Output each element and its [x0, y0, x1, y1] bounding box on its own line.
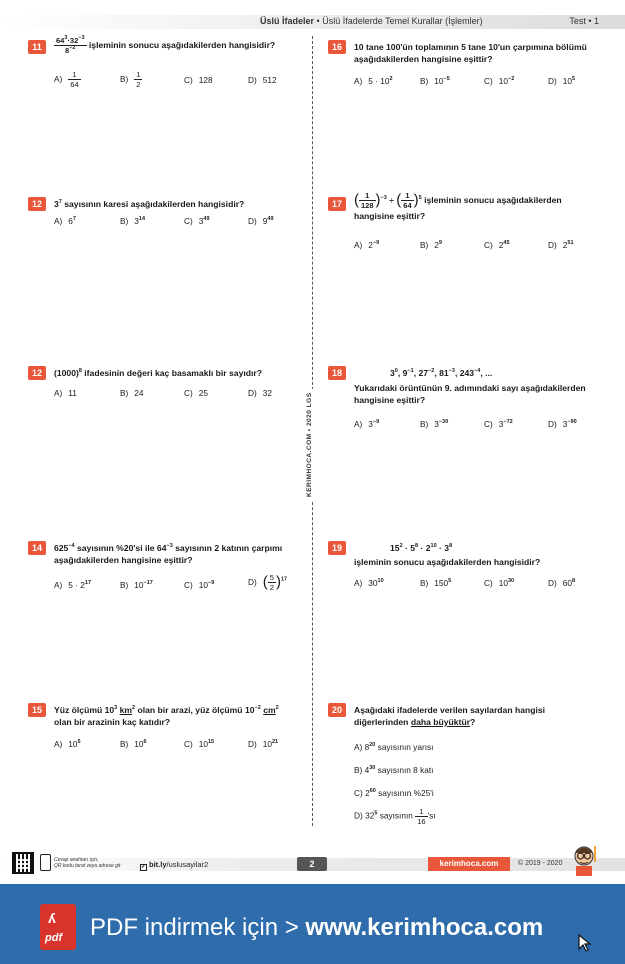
question-17 [328, 191, 608, 257]
option-d[interactable]: D) ( $\frac{5}{2}$ )$^{17}$ [248, 573, 288, 592]
option-a[interactable]: A) $5 \cdot 2^{17}$ [54, 580, 92, 590]
option-b[interactable]: B) $10^{-5}$ [420, 76, 450, 86]
question-20 [328, 703, 608, 833]
answer-key-hint: Cevap anahtarı için, QR kodu tarat veya adrese git [54, 857, 121, 869]
question-text: ( $\frac{1}{128}$ )$^{-3}$ ÷ ( $\frac{1}{64}$ )$^5$ işleminin sonucu aşağıdakilerden hangisine eşittir? [354, 191, 562, 221]
option-c[interactable]: C) $2^{60}$ sayısının %25'i [354, 788, 434, 798]
question-number: 20 [328, 703, 346, 717]
option-a[interactable]: A) $\frac{1}{64}$ [54, 70, 79, 89]
option-a[interactable]: A) $8^{20}$ sayısının yarısı [354, 742, 434, 752]
checkbox-icon: ✓ [141, 864, 147, 870]
option-d[interactable]: D) $9^{49}$ [248, 216, 274, 226]
option-d[interactable]: D) $10^{21}$ [248, 739, 279, 749]
question-16 [328, 40, 608, 100]
option-d[interactable]: D) $60^8$ [548, 578, 576, 588]
question-15 [28, 703, 308, 763]
option-c[interactable]: C) $10^{30}$ [484, 578, 515, 588]
expression: $15^2 \cdot 5^8 \cdot 2^{10} \cdot 3^8$ [390, 543, 453, 553]
question-12a [28, 197, 308, 237]
question-11 [28, 35, 308, 100]
teacher-mascot-icon [568, 842, 600, 876]
question-number: 16 [328, 40, 346, 54]
question-text: $(1000)^8$ ifadesinin değeri kaç basamaklı bir sayıdır? [54, 368, 262, 378]
question-text: Yüz ölçümü $10^3$ $km^2$ olan bir arazi, yüz ölçümü $10^{-2}$ $cm^2$ olan bir arazinin kaç katıdır? [54, 705, 279, 727]
option-d[interactable]: D) $32^5$ sayısının $\frac{1}{16}$ 'sı [354, 807, 436, 826]
option-c[interactable]: C) $2^{45}$ [484, 240, 510, 250]
option-c[interactable]: C) $10^{15}$ [184, 739, 215, 749]
qr-code-icon[interactable] [12, 852, 34, 874]
question-18 [328, 366, 608, 436]
option-a[interactable]: A) 11 [54, 388, 77, 398]
option-b[interactable]: B) $150^5$ [420, 578, 452, 588]
question-number: 12 [28, 197, 46, 211]
question-14 [28, 541, 308, 601]
option-a[interactable]: A) $6^7$ [54, 216, 76, 226]
question-number: 14 [28, 541, 46, 555]
option-b[interactable]: B) $10^{-17}$ [120, 580, 153, 590]
option-d[interactable]: D) 512 [248, 75, 277, 85]
pdf-icon: ʎ pdf [40, 904, 76, 950]
question-19 [328, 541, 608, 601]
option-c[interactable]: C) $3^{-72}$ [484, 419, 513, 429]
answer-key-link[interactable]: ✓ bit.ly/uslusayilar2 [141, 860, 209, 870]
question-number: 17 [328, 197, 346, 211]
option-a[interactable]: A) $3^{-9}$ [354, 419, 380, 429]
option-c[interactable]: C) $10^{-9}$ [184, 580, 215, 590]
download-banner[interactable] [0, 884, 625, 964]
cursor-icon [578, 934, 592, 952]
option-a[interactable]: A) $2^{-9}$ [354, 240, 380, 250]
option-b[interactable]: B) $4^{30}$ sayısının 8 katı [354, 765, 434, 775]
question-text: Aşağıdaki ifadelerde verilen sayılardan hangisi diğerlerinden daha büyüktür? [354, 705, 546, 727]
option-b[interactable]: B) $3^{-30}$ [420, 419, 449, 429]
option-a[interactable]: A) $30^{10}$ [354, 578, 384, 588]
side-brand: KERIMHOCA.COM • 2020 LGS [306, 400, 318, 510]
option-c[interactable]: C) 25 [184, 388, 208, 398]
copyright: © 2019 - 2020 [518, 860, 563, 867]
option-b[interactable]: B) $10^6$ [120, 739, 147, 749]
header-title: Üslü İfadeler • Üslü İfadelerde Temel Kurallar (İşlemler) [260, 16, 483, 26]
question-text: işleminin sonucu aşağıdakilerden hangisidir? [354, 557, 541, 567]
question-12b [28, 366, 308, 406]
question-number: 12 [28, 366, 46, 380]
page-number: 2 [297, 857, 327, 871]
brand-link[interactable]: kerimhoca.com [428, 857, 510, 871]
option-d[interactable]: D) $2^{51}$ [548, 240, 574, 250]
question-number: 19 [328, 541, 346, 555]
question-number: 11 [28, 40, 46, 54]
sequence: $3^0$, $9^{-1}$, $27^{-2}$, $81^{-3}$, $243^{-4}$, ... [390, 368, 493, 378]
option-b[interactable]: B) $\frac{1}{2}$ [120, 70, 141, 89]
question-text: 10 tane 100'ün toplamının 5 tane 10'un çarpımına bölümü aşağıdakilerden hangisine eşittir? [354, 42, 587, 64]
page-header [0, 10, 625, 30]
question-text: $625^{-4}$ sayısının %20'si ile $64^{-3}$ sayısının 2 katının çarpımı aşağıdakilerden hangisine eşittir? [54, 543, 283, 565]
option-c[interactable]: C) 128 [184, 75, 213, 85]
option-c[interactable]: C) $3^{49}$ [184, 216, 210, 226]
option-a[interactable]: A) $10^5$ [54, 739, 81, 749]
option-d[interactable]: D) $3^{-90}$ [548, 419, 577, 429]
phone-icon [40, 854, 51, 871]
banner-text[interactable]: PDF indirmek için > www.kerimhoca.com [90, 914, 544, 941]
option-b[interactable]: B) 24 [120, 388, 144, 398]
question-number: 18 [328, 366, 346, 380]
option-c[interactable]: C) $10^{-2}$ [484, 76, 515, 86]
option-d[interactable]: D) $10^5$ [548, 76, 576, 86]
option-d[interactable]: D) 32 [248, 388, 272, 398]
test-label: Test • 1 [569, 16, 599, 26]
question-text: $3^7$ sayısının karesi aşağıdakilerden hangisidir? [54, 199, 245, 209]
option-b[interactable]: B) $2^9$ [420, 240, 442, 250]
page-footer [0, 852, 625, 876]
question-text: Yukarıdaki örüntünün 9. adımındaki sayı aşağıdakilerden hangisine eşittir? [354, 383, 586, 405]
expression-fraction: $\frac{64^3\cdot 32^{-3}}{8^{-2}}$ [56, 35, 85, 55]
question-text: işleminin sonucu aşağıdakilerden hangisidir? [88, 39, 276, 50]
question-number: 15 [28, 703, 46, 717]
option-b[interactable]: B) $3^{14}$ [120, 216, 146, 226]
option-a[interactable]: A) $5 \cdot 10^2$ [354, 76, 393, 86]
